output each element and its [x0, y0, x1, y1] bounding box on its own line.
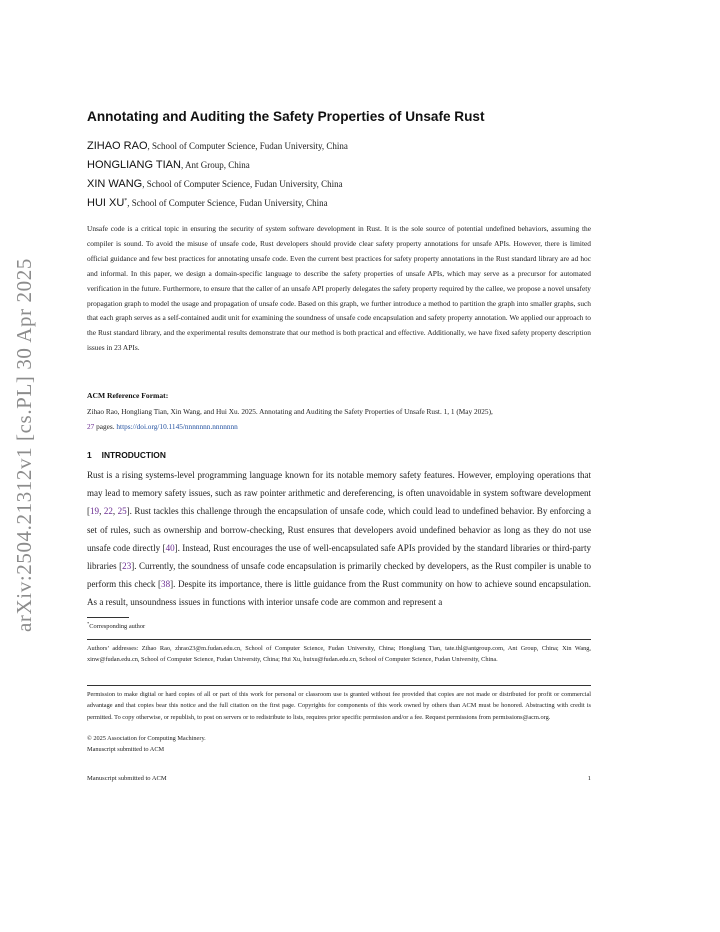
author-line: [87, 197, 328, 209]
doi-link[interactable]: https://doi.org/10.1145/nnnnnnn.nnnnnnn: [116, 421, 238, 431]
section-number: 1: [87, 450, 92, 460]
acm-reference: [87, 405, 591, 435]
author-name: XIN WANG: [87, 178, 143, 190]
acm-reference-heading: ACM Reference Format:: [87, 391, 169, 400]
copyright-notice: © 2025 Association for Computing Machinery.: [87, 735, 206, 742]
author-name: ZIHAO RAO: [87, 140, 148, 152]
section-heading: [87, 450, 166, 460]
footnote-mark: *: [87, 621, 90, 626]
author-affiliation: , School of Computer Science, Fudan University, China: [127, 198, 328, 208]
abstract: Unsafe code is a critical topic in ensuring the security of system software development in Rust. It is the sole source of potential undefined behaviors, assuming the compiler is sound. To avoid the misuse of unsafe code, Rust developers should provide clear safety property annotations for unsafe APIs. However, there is limited official guidance and few best practices for annotating unsafe code. Even the current best practices for safety property annotations in the Rust standard library are ad hoc and informal. In this paper, we design a domain-specific language to describe the safety properties of unsafe APIs, which may serve as a precursor for automated verification in the future. Furthermore, to ensure that the caller of an unsafe API properly delegates the safety property required by the callee, we propose a novel unsafety propagation graph to model the usage and propagation of unsafe code. Based on this graph, we further introduce a method to partition the graph into smaller graphs, such that each graph serves as a self-contained audit unit for examining the soundness of unsafe code encapsulation and safety property annotation. We applied our approach to the Rust standard library, and the experimental results demonstrate that our method is both practical and effective. Additionally, we have fixed safety property description issues in 23 APIs.: [87, 224, 591, 353]
citation-link[interactable]: 40: [165, 542, 175, 553]
intro-text: ]. Currently, the soundness of unsafe code encapsulation is primarily checked by developers, as the Rust compiler is unable to perform this check [: [87, 561, 592, 590]
intro-text: ]. Instead, Rust encourages the use of well-encapsulated safe APIs provided by the standard libraries or third-party libraries [: [87, 542, 591, 572]
citation-link[interactable]: 25: [117, 506, 127, 517]
page-count-link[interactable]: 27: [87, 421, 95, 431]
footnote: [87, 621, 145, 630]
author-name: HONGLIANG TIAN: [87, 159, 181, 171]
acm-reference-text: Zihao Rao, Hongliang Tian, Xin Wang, and Hui Xu. 2025. Annotating and Auditing the Safety Properties of Unsafe Rust. 1, 1 (May 2025),: [87, 407, 493, 416]
author-line: [87, 159, 250, 171]
manuscript-note: Manuscript submitted to ACM: [87, 746, 165, 753]
author-affiliation: , Ant Group, China: [180, 160, 250, 170]
permission-notice: Permission to make digital or hard copies of all or part of this work for personal or classroom use is granted without fee provided that copies are not made or distributed for profit or commercial advantage and that copies bear this notice and the full citation on the first page. Copyrights for components of this work owned by others than ACM must be honored. Abstracting with credit is permitted. To copy otherwise, or republish, to post on servers or to redistribute to lists, requires prior specific permission and/or a fee. Request permissions from permissions@acm.org.: [87, 691, 591, 721]
author-line: [87, 140, 348, 152]
page-number: 1: [587, 775, 591, 782]
citation-separator: ,: [99, 506, 104, 517]
pages-label: pages.: [94, 421, 117, 431]
citation-link[interactable]: 38: [161, 579, 171, 590]
footnote-text: Corresponding author: [89, 623, 146, 631]
permission-divider: [87, 685, 591, 686]
corresponding-author-mark: *: [124, 198, 128, 204]
intro-text: ]. Despite its importance, there is little guidance from the Rust community on how to achieve sound encapsulation. As a result, unsoundness issues in functions with interior unsafe code are common and represent a: [87, 579, 591, 608]
author-name: HUI XU: [87, 197, 125, 209]
author-affiliation: , School of Computer Science, Fudan University, China: [147, 141, 348, 151]
author-addresses: Authors’ addresses: Zihao Rao, zhrao23@m.fudan.edu.cn, School of Computer Science, Fudan University, China; Hongliang Tian, tate.thl@antgroup.com, Ant Group, China; Xin Wang, xinw@fudan.edu.cn, School of Computer Science, Fudan University, China; Hui Xu, huixu@fudan.edu.cn, School of Computer Science, Fudan University, China.: [87, 645, 591, 664]
intro-text: ]. Rust tackles this challenge through the encapsulation of unsafe code, which could lead to undefined behavior. By enforcing a set of rules, such as ownership and borrow-checking, Rust ensures that developers avoid undefined behavior as long as they do not use unsafe code directly [: [87, 506, 592, 553]
intro-text: Rust is a rising systems-level programming language known for its notable memory safety features. However, employing operations that may lead to memory safety issues, such as raw pointer arithmetic and dereferencing, is often unavoidable in system software development [: [87, 470, 591, 517]
footnote-divider: [87, 617, 129, 618]
section-title: INTRODUCTION: [101, 450, 166, 460]
citation-link[interactable]: 23: [122, 561, 132, 572]
citation-link[interactable]: 22: [103, 506, 113, 517]
citation-separator: ,: [112, 506, 118, 517]
arxiv-identifier: arXiv:2504.21312v1 [cs.PL] 30 Apr 2025: [12, 258, 36, 632]
citation-link[interactable]: 19: [90, 506, 100, 517]
paper-title: Annotating and Auditing the Safety Properties of Unsafe Rust: [87, 109, 485, 124]
author-line: [87, 178, 343, 190]
addresses-divider: [87, 639, 591, 640]
introduction-paragraph: [87, 466, 591, 612]
author-affiliation: , School of Computer Science, Fudan University, China: [142, 179, 343, 189]
page-footer-left: Manuscript submitted to ACM: [87, 775, 167, 782]
